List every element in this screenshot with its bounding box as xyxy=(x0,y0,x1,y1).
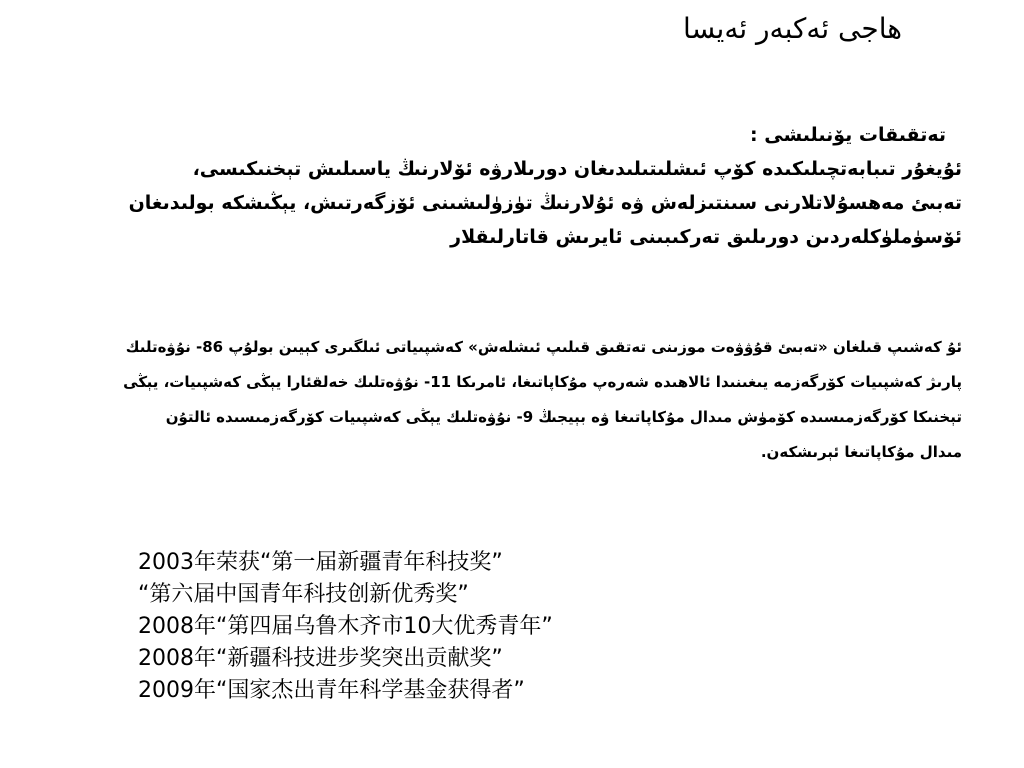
page-title: هاجى ئەكبەر ئەيسا xyxy=(683,12,902,45)
bio-line: ئۇ كەشىپ قىلغان «تەبىئ قۇۋۋەت موزىنى تەتقىق قىلىپ ئىشلەش» كەشپىياتى ئىلگىرى كېيىن بولۇپ 86- نۇۋەتلىك xyxy=(125,338,962,356)
award-item: “第六届中国青年科技创新优秀奖” xyxy=(138,582,469,607)
award-item: 2008年“第四届乌鲁木齐市10大优秀青年” xyxy=(138,614,553,639)
research-line: ئۆسۈملۈكلەردىن دورىلىق تەركىبىنى ئايرىش قاتارلىقلار xyxy=(450,226,962,248)
bio-line: مىدال مۇكاپاتىغا ئېرىشكەن. xyxy=(760,443,962,461)
research-line: تەبىئ مەھسۇلاتلارنى سىنتىزلەش ۋە ئۇلارنىڭ تۈزۈلىشىنى ئۆزگەرتىش، يېڭىشكە بولىدىغان xyxy=(128,192,962,214)
awards-list xyxy=(138,547,553,707)
bio-line: پارىژ كەشپىيات كۆرگەزمە يىغىنىدا ئالاھىدە شەرەپ مۇكاپاتىغا، ئامرىكا 11- نۇۋەتلىك خەلقئارا يېڭى كەشپىيات، يېڭى xyxy=(123,373,962,391)
research-section xyxy=(62,118,962,254)
award-item: 2003年荣获“第一届新疆青年科技奖” xyxy=(138,550,503,575)
research-heading: تەتقىقات يۆنىلىشى : xyxy=(750,124,946,146)
award-item: 2008年“新疆科技进步奖突出贡献奖” xyxy=(138,646,503,671)
research-line: ئۇيغۇر تىبابەتچىلىكىدە كۆپ ئىشلىتىلىدىغان دورىلارۋە ئۆلارنىڭ ياسىلىش تېخنىكىسى، xyxy=(192,158,962,180)
award-item: 2009年“国家杰出青年科学基金获得者” xyxy=(138,678,525,703)
bio-paragraph xyxy=(62,330,962,470)
bio-line: تېخنىكا كۆرگەزمىسىدە كۆمۈش مىدال مۇكاپاتىغا ۋە بېيجىڭ 9- نۇۋەتلىك يېڭى كەشپىيات كۆرگەزمىسىدە ئالتۇن xyxy=(165,408,962,426)
